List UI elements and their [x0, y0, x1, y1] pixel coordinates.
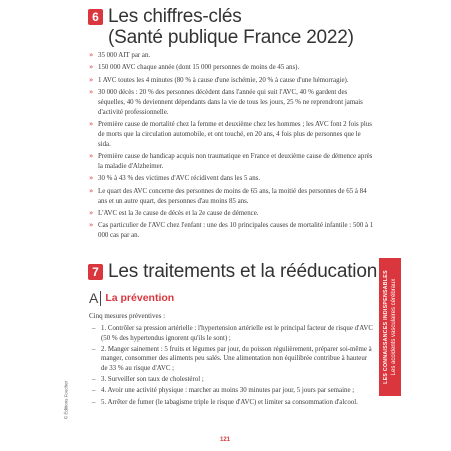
stats-item: » Première cause de handicap acquis non traumatique en France et deuxième cause de démence après la maladie d'Alzheimer. [89, 152, 373, 170]
measure-item: – 3. Surveiller son taux de cholestérol ; [92, 376, 204, 384]
stats-item: » 1 AVC toutes les 4 minutes (80 % à cause d'une ischémie, 20 % à cause d'une hémorragie). [89, 75, 349, 84]
stats-item: » 30 000 décès : 20 % des personnes décèdent dans l'année qui suit l'AVC, 40 % gardent des séquelles, 40 % deviennent dépendants dans la vie de tous les jours, 25 % ne reprendront jamais d'activité professionnelle. [89, 88, 363, 116]
copyright-notice: © Éditions Foucher [63, 380, 69, 420]
chevron-bullet-icon: » [89, 221, 94, 230]
section-title-line2: (Santé publique France 2022) [108, 27, 354, 48]
dash-bullet-icon: – [92, 345, 96, 353]
subsection-title: La prévention [105, 292, 175, 304]
section-title-line1: Les chiffres-clés [108, 6, 242, 27]
stats-list [89, 51, 374, 243]
subsection-divider [100, 291, 101, 306]
chevron-bullet-icon: » [89, 88, 94, 97]
stats-item: » Première cause de mortalité chez la femme et deuxième chez les hommes ; les AVC font 2 fois plus de morts que la circulation automobile, et ont touché, en 20 ans, 4 fois plus de personnes que le sida. [89, 120, 372, 148]
stats-item: » L'AVC est la 3e cause de décès et la 2e cause de démence. [89, 208, 259, 217]
stats-item: » Le quart des AVC concerne des personnes de moins de 65 ans, la moitié des personnes de 65 à 84 ans et un autre quart, des personnes d'au moins 85 ans. [89, 186, 367, 205]
chapter-side-tab-text [382, 270, 398, 384]
chevron-bullet-icon: » [89, 120, 94, 129]
section-title [108, 6, 354, 48]
stats-item: » Cas particulier de l'AVC chez l'enfant : une des 10 principales causes de mortalité infantile : 500 à 1 000 cas par an. [89, 221, 374, 240]
stats-item: » 150 000 AVC chaque année (dont 15 000 personnes de moins de 45 ans). [89, 63, 300, 72]
chevron-bullet-icon: » [89, 174, 94, 183]
section-number-badge: 7 [88, 264, 103, 280]
chevron-bullet-icon: » [89, 63, 94, 72]
chevron-bullet-icon: » [89, 208, 94, 217]
dash-bullet-icon: – [92, 325, 96, 332]
chevron-bullet-icon: » [89, 75, 94, 84]
stats-item: » 30 % à 43 % des victimes d'AVC récidivent dans les 5 ans. [89, 174, 261, 183]
dash-bullet-icon: – [92, 376, 96, 384]
section-number-badge: 6 [88, 9, 103, 25]
measure-item: – 5. Arrêter de fumer (le tabagisme triple le risque d'AVC) et limiter sa consommation d'alcool. [92, 398, 358, 406]
side-tab-line2: Les accidents vasculaires cérébraux [391, 278, 397, 376]
measure-item: – 2. Manger sainement : 5 fruits et légumes par jour, du poisson régulièrement, préparer soi-même à manger, consommer des aliments peu salés. Une alimentation non équilibrée contribue à hauteur de 33 % au risque d'AVC ; [92, 345, 372, 372]
stats-item: » 35 000 AIT par an. [89, 51, 151, 59]
section-6-heading [88, 6, 354, 48]
section-title: Les traitements et la rééducation [108, 261, 378, 282]
subsection-letter: A [89, 290, 99, 306]
dash-bullet-icon: – [92, 398, 96, 406]
page-number: 121 [219, 437, 231, 443]
section-7-heading [88, 261, 377, 282]
intro-text: Cinq mesures préventives : [89, 312, 166, 320]
chevron-bullet-icon: » [89, 186, 94, 195]
measure-item: – 1. Contrôler sa pression artérielle : l'hypertension artérielle est le principal facteur de risque d'AVC (50 % des hypertendus ignorent qu'ils le sont) ; [92, 325, 373, 342]
measure-item: – 4. Avoir une activité physique : marcher au moins 30 minutes par jour, 5 jours par semaine ; [92, 387, 355, 395]
measures-list [92, 324, 374, 409]
chevron-bullet-icon: » [89, 152, 94, 161]
dash-bullet-icon: – [92, 387, 96, 395]
subsection-heading [89, 290, 174, 306]
side-tab-line1: LES CONNAISSANCES INDISPENSABLES [383, 270, 389, 384]
chevron-bullet-icon: » [89, 51, 94, 59]
